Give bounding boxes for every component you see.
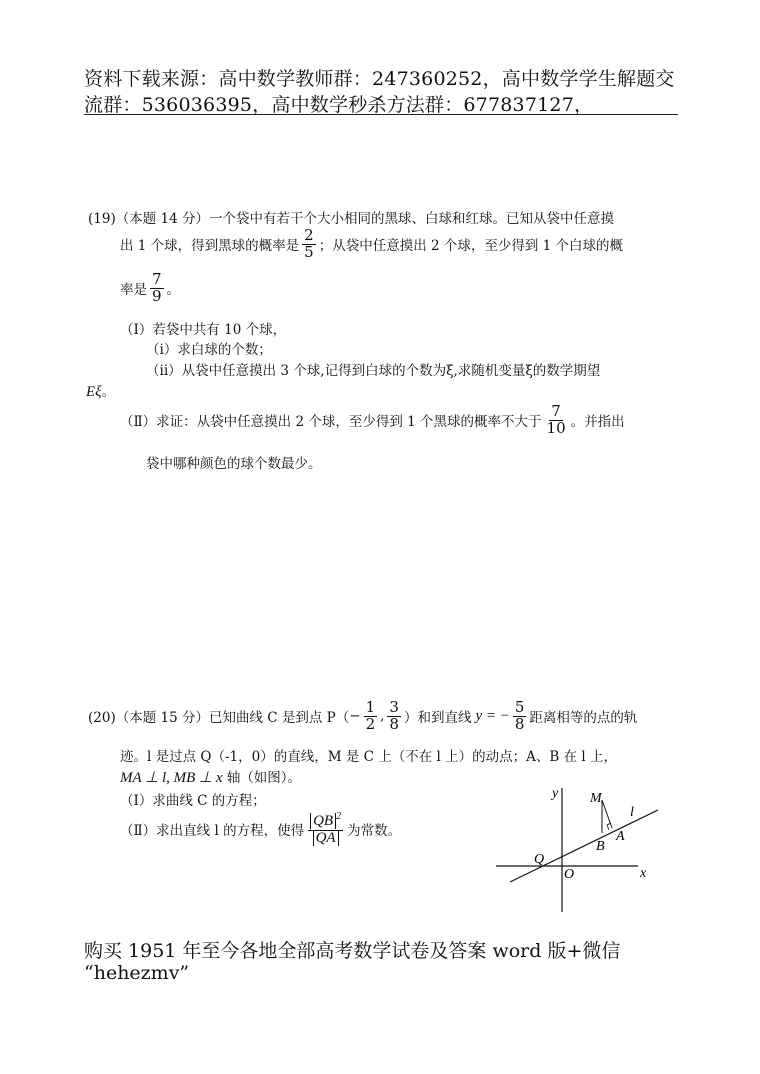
- denominator: 8: [514, 714, 525, 733]
- denominator: 2: [365, 714, 376, 733]
- q19-expectation: [86, 380, 115, 401]
- ratio-numerator: [308, 812, 343, 831]
- q20-text: ）和到直线: [403, 710, 472, 727]
- q20-line-1: [88, 700, 637, 733]
- q19-part-1-i: （i）求白球的个数；: [146, 342, 272, 358]
- numerator: 2: [304, 226, 314, 244]
- q19-text: 出 1 个球，得到黑球的概率是: [120, 238, 300, 255]
- q19-line-1: (19)（本题 14 分）一个袋中有若干个大小相同的黑球、白球和红球。已知从袋中任意摸: [88, 211, 614, 227]
- fraction-px: [364, 700, 378, 733]
- q20-text: 为常数。: [347, 823, 402, 840]
- line-l: [510, 810, 658, 882]
- label-M: M: [590, 791, 602, 806]
- exponent: 2: [336, 811, 342, 822]
- q20-text: 距离相等的点的轨: [529, 710, 638, 727]
- q19-part-1: （Ⅰ）若袋中共有 10 个球，: [120, 322, 287, 338]
- denominator: 5: [304, 242, 314, 261]
- header-line-1: 资料下载来源：高中数学教师群：247360252，高中数学学生解题交: [84, 68, 675, 90]
- q19-part-2-cont: 袋中哪种颜色的球个数最少。: [146, 456, 322, 472]
- footer-line-1: 购买 1951 年至今各地全部高考数学试卷及答案 word 版+微信: [84, 940, 621, 962]
- fraction-white-prob: [150, 272, 164, 305]
- denominator: 10: [546, 418, 566, 437]
- comma: ,: [380, 708, 385, 725]
- q19-text: 。: [101, 384, 116, 400]
- numerator: 1: [365, 698, 376, 716]
- q19-text: ；从袋中任意摸出 2 个球，至少得到 1 个白球的概: [318, 238, 624, 255]
- numerator: 7: [152, 270, 162, 288]
- numerator: 5: [514, 698, 525, 716]
- q19-text: 率是: [120, 282, 147, 299]
- label-B: B: [596, 839, 605, 854]
- fraction-bound: [545, 404, 568, 437]
- ratio-denominator: [311, 831, 341, 847]
- footer-line-2: “hehezmv”: [84, 962, 190, 984]
- q19-line-2: [120, 228, 623, 261]
- segment-MA: [602, 800, 612, 828]
- q19-text: 。: [166, 282, 181, 299]
- line-equation: y = −: [475, 707, 510, 724]
- numerator: 7: [551, 402, 561, 420]
- label-y: y: [552, 786, 559, 801]
- q19-text: 。并指出: [570, 414, 625, 431]
- q20-line-3: [120, 766, 301, 787]
- q20-part-1: （Ⅰ）求曲线 C 的方程；: [120, 793, 266, 809]
- sign: −: [349, 708, 361, 725]
- perpendicular-condition: MA ⊥ l, MB ⊥ x: [120, 770, 223, 786]
- q19-line-3: [120, 272, 180, 305]
- numerator: 3: [389, 698, 399, 716]
- expectation-symbol: Eξ: [86, 384, 102, 400]
- q20-line-2: 迹。l 是过点 Q（-1，0）的直线，M 是 C 上（不在 l 上）的动点；A、B 在 l 上，: [120, 749, 617, 765]
- q19-part-2: [120, 404, 625, 437]
- qa-length: QA: [313, 830, 339, 846]
- ratio-fraction: [308, 812, 343, 847]
- q19-text: （Ⅱ）求证：从袋中任意摸出 2 个球，至少得到 1 个黑球的概率不大于: [120, 414, 542, 431]
- q19-part-1-ii: （ii）从袋中任意摸出 3 个球,记得到白球的个数为ξ,求随机变量ξ的数学期望: [146, 363, 601, 379]
- q20-text: 轴（如图）。: [226, 770, 302, 786]
- denominator: 8: [389, 714, 399, 733]
- label-A: A: [616, 829, 625, 844]
- q20-part-2: [120, 812, 401, 847]
- label-l: l: [630, 805, 634, 820]
- coordinate-figure: [490, 782, 660, 914]
- label-x: x: [640, 866, 647, 881]
- q20-text: （Ⅱ）求出直线 l 的方程，使得: [120, 823, 305, 840]
- qb-length: QB: [310, 813, 336, 829]
- header-line-2: 流群：536036395，高中数学秒杀方法群：677837127，: [84, 94, 594, 116]
- fraction-py: [387, 700, 401, 733]
- fraction-line: [513, 700, 527, 733]
- denominator: 9: [152, 286, 162, 305]
- label-Q: Q: [534, 852, 545, 867]
- fraction-black-prob: [302, 228, 316, 261]
- q20-text: (20)（本题 15 分）已知曲线 C 是到点 P（: [88, 710, 350, 727]
- header-divider: [84, 114, 678, 115]
- label-O: O: [564, 867, 575, 882]
